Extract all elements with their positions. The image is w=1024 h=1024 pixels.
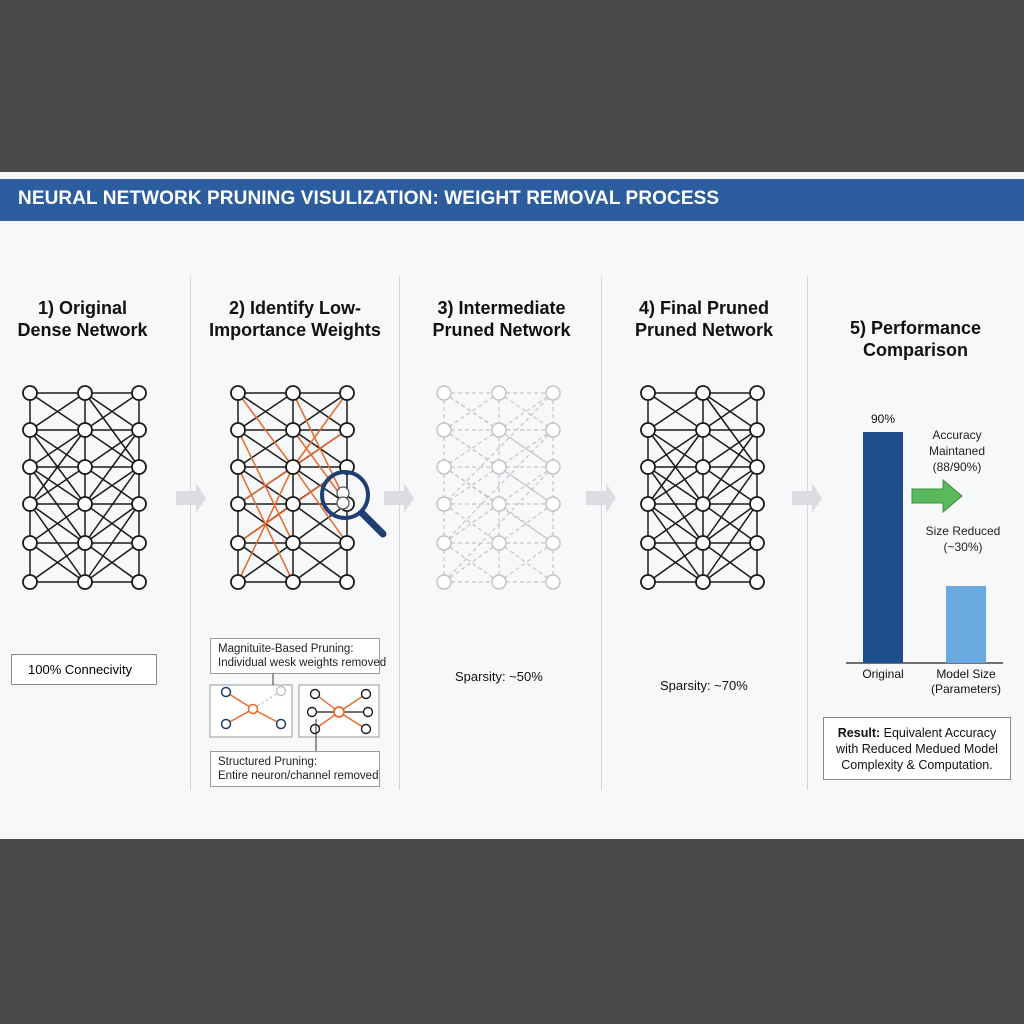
neuron-node xyxy=(78,536,92,550)
neuron-node xyxy=(546,575,560,589)
network-edge xyxy=(85,467,139,543)
size-annotation: Size Reduced xyxy=(925,524,1001,538)
neuron-node xyxy=(231,497,245,511)
result-line3: Complexity & Computation. xyxy=(841,758,993,772)
neuron-node xyxy=(696,497,710,511)
category-label: (Parameters) xyxy=(930,682,1002,696)
page-title: NEURAL NETWORK PRUNING VISULIZATION: WEIGHT REMOVAL PROCESS xyxy=(18,188,720,209)
network-edge xyxy=(648,467,703,543)
intermediate-pruned-network xyxy=(437,386,560,589)
magnitude-pruning-example xyxy=(210,685,292,737)
neuron-node xyxy=(231,575,245,589)
result-label: Result: xyxy=(837,726,881,740)
connectivity-box xyxy=(11,654,157,685)
magnitude-pruning-desc: Individual wesk weights removed xyxy=(218,657,387,669)
magnitude-pruning-box xyxy=(210,638,387,674)
neuron-node xyxy=(23,536,37,550)
neuron-node xyxy=(750,497,764,511)
step-3-title-line1: 3) Intermediate xyxy=(437,298,566,318)
neuron-node xyxy=(641,497,655,511)
low-importance-weight xyxy=(293,393,347,504)
neuron-node xyxy=(696,536,710,550)
structured-pruning-title: Structured Pruning: xyxy=(218,756,318,768)
example-node xyxy=(308,708,317,717)
neuron-node xyxy=(492,536,506,550)
data-label: 90% xyxy=(870,412,896,426)
neuron-node xyxy=(750,460,764,474)
step-2-title-line1: 2) Identify Low- xyxy=(229,298,361,318)
neuron-node xyxy=(492,386,506,400)
neuron-node xyxy=(286,497,300,511)
neuron-node xyxy=(546,423,560,437)
neuron-node xyxy=(750,536,764,550)
example-node xyxy=(311,690,320,699)
sparsity-50-label: Sparsity: ~50% xyxy=(455,669,543,684)
neuron-node xyxy=(231,536,245,550)
result-box xyxy=(823,717,1011,780)
dense-network xyxy=(23,386,146,589)
neuron-node xyxy=(750,386,764,400)
result-line2: with Reduced Medued Model xyxy=(836,742,998,756)
example-node xyxy=(277,687,286,696)
neuron-node xyxy=(437,460,451,474)
example-node xyxy=(311,725,320,734)
neuron-node xyxy=(546,536,560,550)
network-edge xyxy=(703,467,757,543)
neuron-node xyxy=(231,423,245,437)
neuron-node xyxy=(437,423,451,437)
neuron-node xyxy=(231,386,245,400)
example-node xyxy=(364,708,373,717)
neuron-node xyxy=(437,536,451,550)
structured-pruning-example xyxy=(299,685,379,737)
neuron-node xyxy=(696,423,710,437)
neuron-node xyxy=(492,423,506,437)
network-edge xyxy=(30,467,85,543)
accuracy-annotation: Maintaned xyxy=(928,444,986,458)
neuron-node xyxy=(286,575,300,589)
step-2-title-line2: Importance Weights xyxy=(209,320,381,340)
magnitude-pruning-title: Magnituite-Based Pruning: xyxy=(218,643,354,655)
neuron-node xyxy=(231,460,245,474)
neuron-node xyxy=(132,575,146,589)
accuracy-annotation: (88/90%) xyxy=(932,460,982,474)
neuron-node xyxy=(132,460,146,474)
structured-pruning-desc: Entire neuron/channel removed xyxy=(218,770,379,782)
example-node xyxy=(222,688,231,697)
neuron-node xyxy=(750,575,764,589)
neuron-node xyxy=(78,386,92,400)
connectivity-label: 100% Connecivity xyxy=(28,662,133,677)
performance-chart xyxy=(846,412,1003,696)
neuron-node xyxy=(492,575,506,589)
neuron-node xyxy=(23,497,37,511)
neuron-node xyxy=(340,536,354,550)
neuron-node xyxy=(78,497,92,511)
example-node xyxy=(277,720,286,729)
neuron-node xyxy=(286,460,300,474)
neuron-node xyxy=(437,575,451,589)
neuron-node xyxy=(286,423,300,437)
category-label: Model Size xyxy=(936,667,996,681)
neuron-node xyxy=(437,386,451,400)
diagram-canvas xyxy=(0,172,1024,839)
step-5-title-line2: Comparison xyxy=(862,340,968,360)
neuron-node xyxy=(492,460,506,474)
neuron-node xyxy=(132,386,146,400)
neuron-node xyxy=(23,575,37,589)
neuron-node xyxy=(132,536,146,550)
example-node xyxy=(249,705,258,714)
flow-arrow-icon xyxy=(384,483,414,513)
flow-arrow-icon xyxy=(792,483,822,513)
bar-2 xyxy=(946,586,986,663)
step-5-title-line1: 5) Performance xyxy=(849,318,982,338)
neuron-node xyxy=(546,497,560,511)
neuron-node xyxy=(23,460,37,474)
neuron-node xyxy=(641,460,655,474)
neuron-node xyxy=(132,497,146,511)
neuron-node xyxy=(340,386,354,400)
neuron-node xyxy=(641,386,655,400)
example-node xyxy=(222,720,231,729)
step-1-title-line2: Dense Network xyxy=(17,320,148,340)
neuron-node xyxy=(696,460,710,474)
green-arrow-icon xyxy=(912,480,962,512)
final-pruned-network xyxy=(641,386,764,589)
bar-1 xyxy=(863,432,903,663)
neuron-node xyxy=(132,423,146,437)
category-label: Original xyxy=(862,667,904,681)
neuron-node xyxy=(286,386,300,400)
result-line1: Equivalent Accuracy xyxy=(880,726,997,740)
neuron-node xyxy=(78,460,92,474)
neuron-node xyxy=(696,575,710,589)
neuron-node xyxy=(696,386,710,400)
neuron-node xyxy=(641,423,655,437)
neuron-node xyxy=(286,536,300,550)
neuron-node xyxy=(23,423,37,437)
neuron-node xyxy=(23,386,37,400)
step-1-title-line1: 1) Original xyxy=(37,298,127,318)
neuron-node xyxy=(340,423,354,437)
neuron-node xyxy=(492,497,506,511)
neuron-node xyxy=(750,423,764,437)
example-node xyxy=(362,690,371,699)
neuron-node xyxy=(437,497,451,511)
sparsity-70-label: Sparsity: ~70% xyxy=(660,678,748,693)
step-4-title-line2: Pruned Network xyxy=(634,320,774,340)
size-annotation: (~30%) xyxy=(943,540,983,554)
flow-arrow-icon xyxy=(586,483,616,513)
neuron-node xyxy=(546,386,560,400)
neuron-node xyxy=(641,536,655,550)
importance-network xyxy=(231,386,354,589)
flow-arrow-icon xyxy=(176,483,206,513)
removed-neuron xyxy=(334,707,344,717)
neuron-node xyxy=(641,575,655,589)
structured-pruning-box xyxy=(210,751,380,787)
neuron-node xyxy=(78,575,92,589)
example-node xyxy=(362,725,371,734)
neuron-node xyxy=(546,460,560,474)
neuron-node xyxy=(340,575,354,589)
neuron-node xyxy=(78,423,92,437)
accuracy-annotation: Accuracy xyxy=(932,428,982,442)
step-4-title-line1: 4) Final Pruned xyxy=(638,298,770,318)
step-3-title-line2: Pruned Network xyxy=(432,320,571,340)
